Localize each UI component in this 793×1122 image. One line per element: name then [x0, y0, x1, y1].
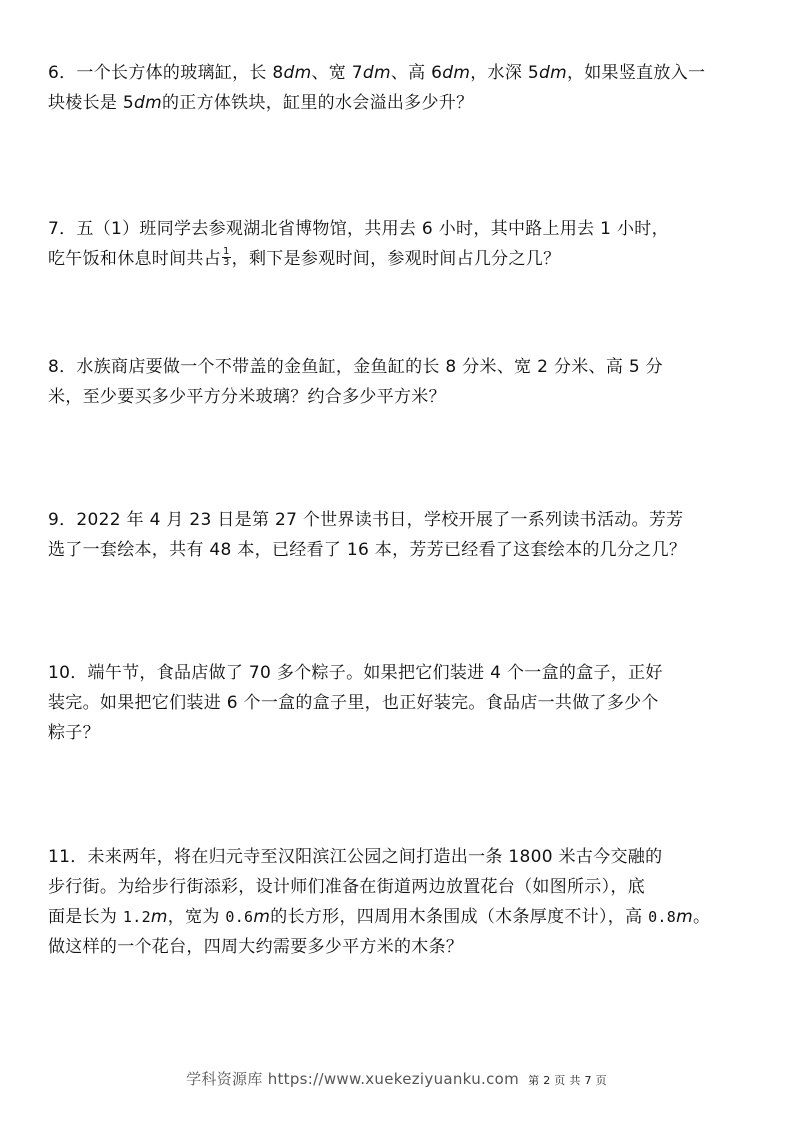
problem-11: [48, 842, 748, 962]
unit-dm: dm: [538, 63, 567, 83]
text-segment: 的正方体铁块，缸里的水会溢出多少升？: [161, 93, 474, 113]
footer-watermark-text: 学科资源库 https://www.xuekeziyuanku.com: [186, 1070, 520, 1088]
problem-7-line-1: 7．五（1）班同学去参观湖北省博物馆，共用去 6 小时，其中路上用去 1 小时，: [48, 219, 669, 239]
problem-8: [48, 352, 748, 412]
unit-m: m: [150, 907, 168, 927]
page-number: 第 2 页 共 7 页: [528, 1074, 607, 1087]
text-segment: 。: [692, 907, 711, 927]
fraction-numerator: 1: [223, 245, 230, 257]
text-segment: 、宽 7: [311, 63, 363, 83]
problem-10-line-1: 10．端午节，食品店做了 70 多个粽子。如果把它们装进 4 个一盒的盒子，正好: [48, 663, 663, 683]
text-segment: ，剩下是参观时间，参观时间占几分之几？: [231, 249, 561, 269]
fraction-denominator: 3: [223, 256, 230, 268]
problem-7-line-2: [48, 244, 748, 274]
text-segment: ，宽为: [167, 907, 226, 927]
problem-9-line-2: 选了一套绘本，共有 48 本，已经看了 16 本，芳芳已经看了这套绘本的几分之几？: [48, 540, 687, 560]
text-segment: 面是长为: [48, 907, 123, 927]
problem-8-line-1: 8．水族商店要做一个不带盖的金鱼缸，金鱼缸的长 8 分米、宽 2 分米、高 5 分: [48, 357, 663, 377]
page-footer: [0, 1068, 793, 1089]
text-segment: 吃午饭和休息时间共占: [48, 249, 221, 269]
text-segment: 块棱长是 5: [48, 93, 135, 113]
problem-6-line-1: [48, 58, 748, 88]
problem-11-line-3: [48, 902, 748, 932]
problem-11-line-1: 11．未来两年，将在归元寺至汉阳滨江公园之间打造出一条 1800 米古今交融的: [48, 847, 663, 867]
problem-6-line-2: [48, 88, 748, 118]
problem-9: [48, 505, 748, 565]
problem-7: [48, 214, 748, 274]
text-segment: 、高 6: [390, 63, 443, 83]
problem-10: [48, 658, 748, 748]
problem-9-line-1: 9．2022 年 4 月 23 日是第 27 个世界读书日，学校开展了一系列读书活动。芳芳: [48, 510, 684, 530]
text-segment: 6．一个长方体的玻璃缸，长 8: [48, 63, 284, 83]
fraction-one-third: [222, 247, 231, 268]
value-width: 0.6: [225, 908, 254, 926]
unit-dm: dm: [283, 63, 312, 83]
text-segment: ，如果竖直放入一: [566, 63, 706, 83]
unit-m: m: [253, 907, 271, 927]
problem-11-line-4: 做这样的一个花台，四周大约需要多少平方米的木条？: [48, 937, 464, 957]
problem-11-line-2: 步行街。为给步行街添彩，设计师们准备在街道两边放置花台（如图所示），底: [48, 877, 645, 897]
unit-dm: dm: [134, 93, 162, 113]
problem-10-line-3: 粽子？: [48, 723, 100, 743]
text-segment: ，水深 5: [470, 63, 539, 83]
problem-10-line-2: 装完。如果把它们装进 6 个一盒的盒子里，也正好装完。食品店一共做了多少个: [48, 693, 659, 713]
value-length: 1.2: [122, 908, 151, 926]
text-segment: 的长方形，四周用木条围成（木条厚度不计），高: [270, 907, 649, 927]
problem-6: [48, 58, 748, 118]
unit-dm: dm: [442, 63, 471, 83]
value-height: 0.8: [648, 908, 677, 926]
unit-dm: dm: [362, 63, 391, 83]
problem-8-line-2: 米，至少要买多少平方分米玻璃？约合多少平方米？: [48, 387, 446, 407]
unit-m: m: [676, 907, 693, 927]
